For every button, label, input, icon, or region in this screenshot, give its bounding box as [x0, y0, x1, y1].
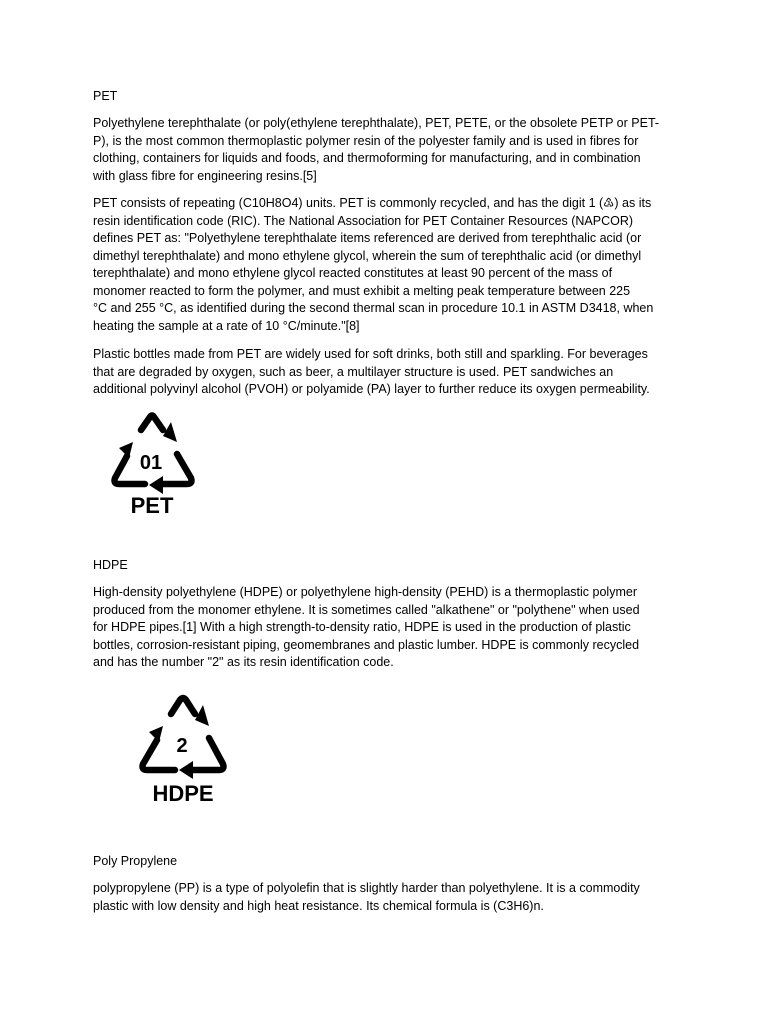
recycle-triangle-icon	[105, 408, 201, 520]
text-line: bottles, corrosion-resistant piping, geomembranes and plastic lumber. HDPE is commonly recycled	[93, 637, 640, 652]
logo-code-text: 2	[176, 735, 188, 757]
text-line: and has the number "2" as its resin identification code.	[93, 655, 394, 669]
text-line: produced from the monomer ethylene. It is sometimes called "alkathene" or "polythene" when used	[93, 602, 640, 617]
pp-heading: Poly Propylene	[93, 854, 178, 868]
text-line: PET consists of repeating (C10H8O4) units. PET is commonly recycled, and has the digit 1 (♳) as its	[93, 196, 652, 210]
pet-paragraph-2	[93, 195, 675, 335]
text-line: resin identification code (RIC). The National Association for PET Container Resources (NAPCOR)	[93, 213, 634, 228]
text-line: Plastic bottles made from PET are widely used for soft drinks, both still and sparkling. For beverages	[93, 347, 648, 361]
text-line: monomer reacted to form the polymer, and must exhibit a melting peak temperature between 225	[93, 283, 631, 298]
text-line: defines PET as: "Polyethylene terephthalate items referenced are derived from terephthalic acid (or	[93, 231, 642, 245]
text-line: °C and 255 °C, as identified during the second thermal scan in procedure 10.1 in ASTM D3418, when	[93, 301, 654, 315]
text-line: High-density polyethylene (HDPE) or polyethylene high-density (PEHD) is a thermoplastic polymer	[93, 585, 637, 599]
logo-label-text: PET	[130, 493, 174, 518]
pp-paragraph-1	[93, 880, 675, 915]
hdpe-paragraph-1	[93, 584, 675, 672]
pet-paragraph-3	[93, 346, 675, 399]
text-line: polypropylene (PP) is a type of polyolefin that is slightly harder than polyethylene. It is a commodity	[93, 881, 640, 895]
text-line: with glass fibre for engineering resins.[5]	[93, 168, 317, 183]
hdpe-heading: HDPE	[93, 558, 128, 572]
logo-label-text: HDPE	[152, 781, 214, 806]
text-line: P), is the most common thermoplastic polymer resin of the polyester family and is used in fibres for	[93, 133, 639, 148]
pet-paragraph-1	[93, 115, 675, 185]
text-line: heating the sample at a rate of 10 °C/minute."[8]	[93, 318, 360, 333]
pet-heading: PET	[93, 89, 118, 103]
text-line: for HDPE pipes.[1] With a high strength-to-density ratio, HDPE is used in the production of plastic	[93, 620, 631, 634]
logo-code-text: 01	[139, 452, 163, 474]
recycle-triangle-icon	[133, 690, 233, 808]
text-line: additional polyvinyl alcohol (PVOH) or polyamide (PA) layer to further reduce its oxygen permeability.	[93, 382, 650, 396]
text-line: plastic with low density and high heat resistance. Its chemical formula is (C3H6)n.	[93, 898, 544, 913]
text-line: clothing, containers for liquids and foods, and thermoforming for manufacturing, and in combination	[93, 151, 641, 165]
pet-resin-code-logo	[105, 408, 201, 520]
text-line: terephthalate) and mono ethylene glycol reacted constitutes at least 90 percent of the mass of	[93, 266, 613, 280]
text-line: Polyethylene terephthalate (or poly(ethylene terephthalate), PET, PETE, or the obsolete PETP or PET-	[93, 116, 660, 130]
hdpe-resin-code-logo	[133, 690, 233, 808]
text-line: that are degraded by oxygen, such as beer, a multilayer structure is used. PET sandwiches an	[93, 364, 614, 379]
text-line: dimethyl terephthalate) and mono ethylene glycol, wherein the sum of terephthalic acid (or dimethyl	[93, 248, 642, 263]
